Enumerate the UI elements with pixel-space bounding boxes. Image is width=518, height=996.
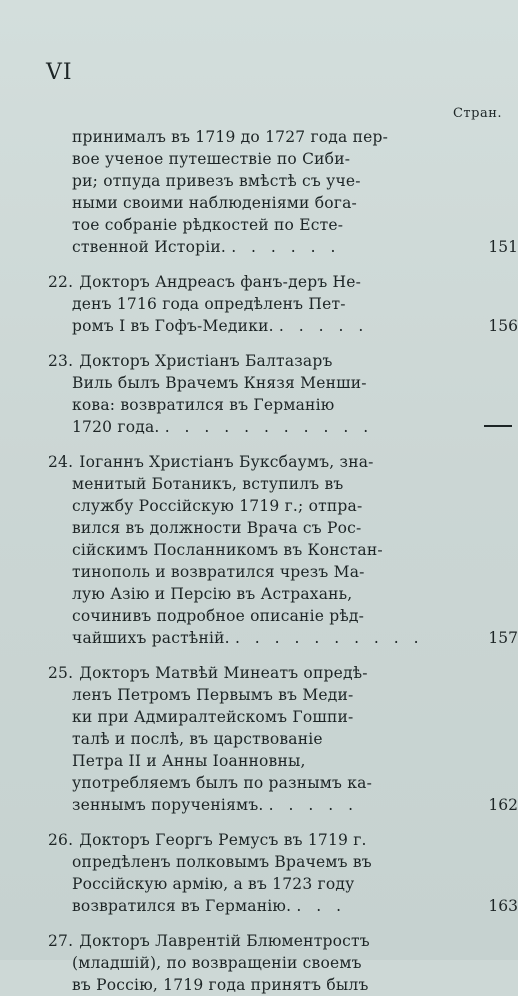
entry-text: зеннымъ порученіямъ. xyxy=(72,796,264,814)
entry-line xyxy=(48,583,474,605)
entry-line xyxy=(48,350,474,372)
entry-line xyxy=(48,451,474,473)
toc-entry xyxy=(48,662,518,816)
entry-text: сочинивъ подробное описаніе рѣд- xyxy=(72,607,365,625)
dot-leaders: . . . . . . . . . . xyxy=(234,629,424,647)
entry-text: Докторъ Лаврентій Блюментростъ xyxy=(79,932,370,950)
entry-line xyxy=(48,214,474,236)
entry-number: 23. xyxy=(48,352,74,370)
entry-line xyxy=(48,750,474,772)
entry-text: принималъ въ 1719 до 1727 года пер- xyxy=(72,128,389,146)
entry-number: 27. xyxy=(48,932,74,950)
entry-text: (младшій), по возвращеніи своемъ xyxy=(72,954,362,972)
entry-text: менитый Ботаникъ, вступилъ въ xyxy=(72,475,344,493)
entry-line xyxy=(48,930,474,952)
entry-text: кова: возвратился въ Германію xyxy=(72,396,335,414)
entry-line xyxy=(48,706,474,728)
entry-text: денъ 1716 года опредѣленъ Пет- xyxy=(72,295,346,313)
entry-text: вился въ должности Врача съ Рос- xyxy=(72,519,362,537)
entry-text: Виль былъ Врачемъ Князя Менши- xyxy=(72,374,367,392)
entry-line xyxy=(48,126,474,148)
entry-text: ленъ Петромъ Первымъ въ Меди- xyxy=(72,686,354,704)
dot-leaders: . . . xyxy=(296,897,347,915)
entry-text: Россійскую армію, а въ 1723 году xyxy=(72,875,355,893)
page-ref-dash xyxy=(484,425,512,427)
page-reference: 163 xyxy=(488,897,518,915)
entry-line xyxy=(48,539,474,561)
entry-text: возвратился въ Германію. xyxy=(72,897,292,915)
entry-line xyxy=(48,772,474,794)
toc-entry xyxy=(48,271,518,337)
entry-line xyxy=(48,416,474,438)
page-reference: 157 xyxy=(488,629,518,647)
entry-line xyxy=(48,473,474,495)
entry-text: ки при Адмиралтейскомъ Гошпи- xyxy=(72,708,354,726)
entry-text: ственной Исторіи. xyxy=(72,238,227,256)
entry-text: ри; отпуда привезъ вмѣстѣ съ уче- xyxy=(72,172,361,190)
entry-line xyxy=(48,170,474,192)
entry-line xyxy=(48,236,474,258)
entry-line xyxy=(48,293,474,315)
toc-entry xyxy=(48,930,474,996)
entry-text: сійскимъ Посланникомъ въ Констан- xyxy=(72,541,383,559)
dot-leaders: . . . . . xyxy=(268,796,358,814)
entry-line xyxy=(48,495,474,517)
entry-line xyxy=(48,873,474,895)
toc-entry xyxy=(48,451,518,649)
entry-line xyxy=(48,517,474,539)
entry-line xyxy=(48,684,474,706)
entry-text: Докторъ Георгъ Ремусъ въ 1719 г. xyxy=(79,831,367,849)
entry-text: ромъ I въ Гофъ-Медики. xyxy=(72,317,274,335)
page-reference: 156 xyxy=(488,317,518,335)
toc-entry xyxy=(48,126,518,258)
entry-text: тое собраніе рѣдкостей по Есте- xyxy=(72,216,344,234)
entry-line xyxy=(48,192,474,214)
entry-line xyxy=(48,148,474,170)
dot-leaders: . . . . . xyxy=(278,317,369,335)
entry-text: вое ученое путешествіе по Сиби- xyxy=(72,150,351,168)
entry-number: 25. xyxy=(48,664,74,682)
entry-line xyxy=(48,829,474,851)
entry-line xyxy=(48,851,474,873)
page-reference: 151 xyxy=(488,238,518,256)
entry-text: лую Азію и Персію въ Астрахань, xyxy=(72,585,353,603)
entry-number: 26. xyxy=(48,831,74,849)
entry-text: Іоганнъ Христіанъ Буксбаумъ, зна- xyxy=(79,453,374,471)
entry-line xyxy=(48,974,474,996)
entry-text: употребляемъ былъ по разнымъ ка- xyxy=(72,774,373,792)
entry-text: въ Россію, 1719 года принятъ былъ xyxy=(72,976,369,994)
entry-line xyxy=(48,271,474,293)
entry-line xyxy=(48,627,474,649)
table-of-contents xyxy=(48,126,518,996)
entry-line xyxy=(48,794,474,816)
entry-text: Петра II и Анны Іоанновны, xyxy=(72,752,306,770)
entry-text: Докторъ Христіанъ Балтазаръ xyxy=(79,352,333,370)
entry-number: 22. xyxy=(48,273,74,291)
entry-line xyxy=(48,561,474,583)
page-column-header: Стран. xyxy=(452,106,502,121)
entry-text: тинополь и возвратился чрезъ Ма- xyxy=(72,563,365,581)
entry-text: 1720 года. xyxy=(72,418,160,436)
entry-line xyxy=(48,952,474,974)
entry-number: 24. xyxy=(48,453,74,471)
dot-leaders: . . . . . . xyxy=(231,238,341,256)
entry-text: опредѣленъ полковымъ Врачемъ въ xyxy=(72,853,372,871)
entry-line xyxy=(48,895,474,917)
entry-line xyxy=(48,728,474,750)
entry-line xyxy=(48,372,474,394)
entry-text: Докторъ Матвѣй Минеатъ опредѣ- xyxy=(79,664,368,682)
entry-line xyxy=(48,605,474,627)
entry-text: ными своими наблюденіями бога- xyxy=(72,194,357,212)
entry-line xyxy=(48,315,474,337)
entry-text: Докторъ Андреасъ фанъ-деръ Не- xyxy=(79,273,362,291)
entry-text: службу Россійскую 1719 г.; отпра- xyxy=(72,497,363,515)
toc-entry xyxy=(48,350,474,438)
page-number-roman: VI xyxy=(46,60,73,85)
entry-text: талѣ и послѣ, въ царствованіе xyxy=(72,730,323,748)
entry-text: чайшихъ растѣній. xyxy=(72,629,230,647)
entry-line xyxy=(48,394,474,416)
page-reference: 162 xyxy=(488,796,518,814)
toc-entry xyxy=(48,829,518,917)
dot-leaders: . . . . . . . . . . . xyxy=(164,418,374,436)
entry-line xyxy=(48,662,474,684)
